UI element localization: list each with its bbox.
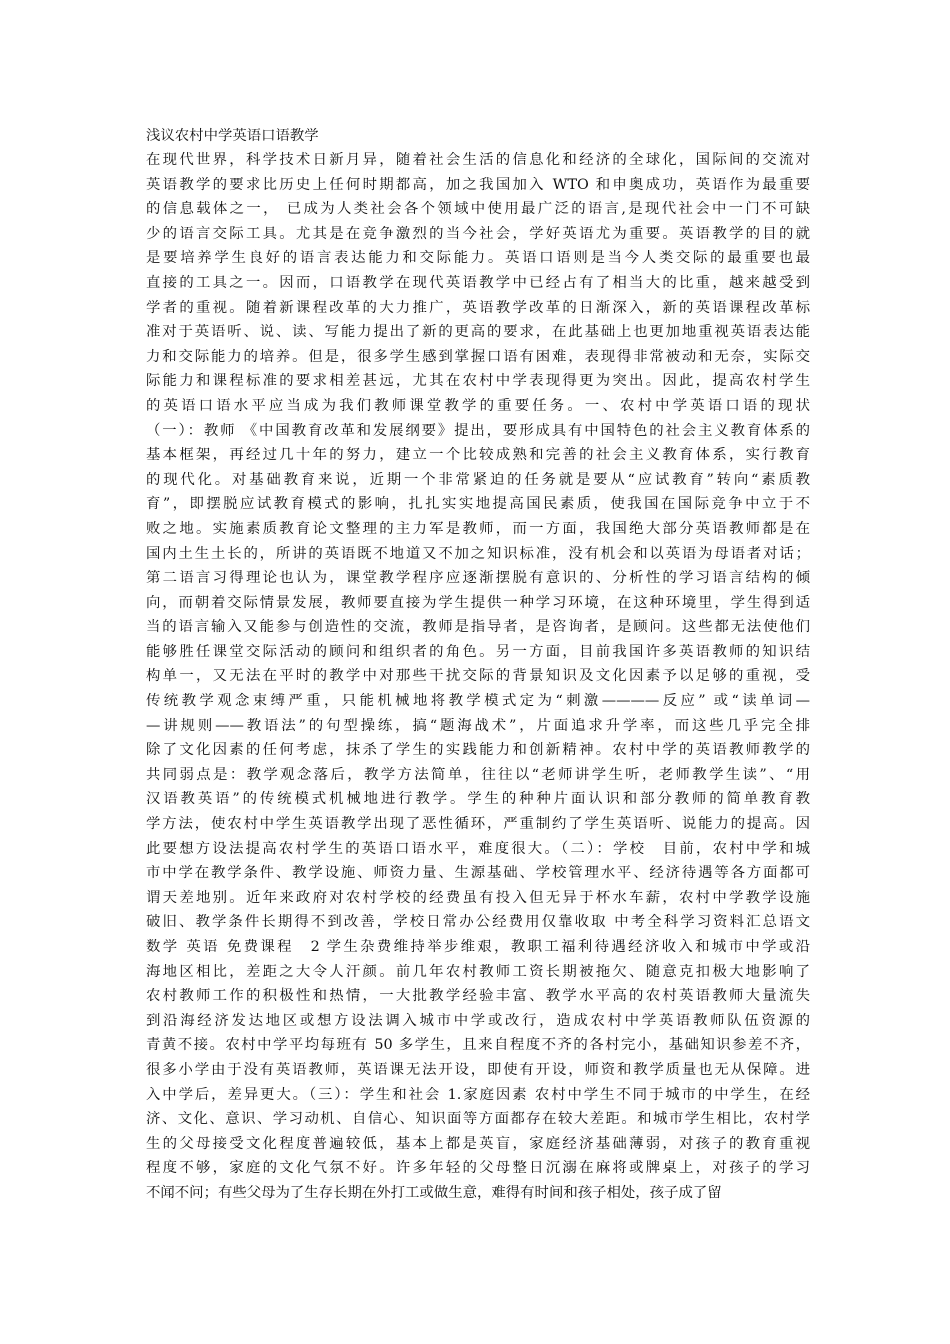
document-title: 浅议农村中学英语口语教学 <box>146 128 319 144</box>
body-text-line: —讲规则——教语法”的句型操练，搞“题海战术”，片面追求升学率，而这些几乎完全排 <box>146 717 810 734</box>
body-text-line: 国内土生土长的，所讲的英语既不地道又不加之知识标准，没有机会和以英语为母语者对话； <box>146 545 810 562</box>
body-text-line: 能够胜任课堂交际活动的顾问和组织者的角色。另一方面，目前我国许多英语教师的知识结 <box>146 643 810 660</box>
body-text-line: 到沿海经济发达地区或想方设法调入城市中学或改行，造成农村中学英语教师队伍资源的 <box>146 1012 810 1029</box>
body-text-line: 生的父母接受文化程度普遍较低，基本上都是英盲，家庭经济基础薄弱，对孩子的教育重视 <box>146 1135 810 1152</box>
body-text-line: 程度不够，家庭的文化气氛不好。许多年轻的父母整日沉溺在麻将或牌桌上，对孩子的学习 <box>146 1160 810 1177</box>
body-text-line: 破旧、教学条件长期得不到改善，学校日常办公经费用仅靠收取 中考全科学习资料汇总语文 <box>146 914 810 931</box>
body-text-line: 传统教学观念束缚严重，只能机械地将教学模式定为“刺激————反应” 或“读单词— <box>146 693 810 710</box>
body-text-line: 共同弱点是：教学观念落后，教学方法简单，往往以“老师讲学生听，老师教学生读”、“用 <box>146 766 810 783</box>
body-text-line: （一）：教师 《中国教育改革和发展纲要》提出，要形成具有中国特色的社会主义教育体系的 <box>146 422 810 439</box>
document-body <box>146 148 810 1206</box>
body-text-line: 的英语口语水平应当成为我们教师课堂教学的重要任务。一、农村中学英语口语的现状 <box>146 397 810 414</box>
body-text-line: 英语教学的要求比历史上任何时期都高，加之我国加入 WTO 和申奥成功，英语作为最重要 <box>146 176 810 193</box>
body-text-line: 准对于英语听、说、读、写能力提出了新的更高的要求，在此基础上也更加地重视英语表达能 <box>146 324 810 341</box>
body-text-line: 直接的工具之一。因而，口语教学在现代英语教学中已经占有了相当大的比重，越来越受到 <box>146 274 810 291</box>
body-text-line: 汉语教英语”的传统模式机械地进行教学。学生的种种片面认识和部分教师的简单教育教 <box>146 791 810 808</box>
body-text-line: 市中学在教学条件、教学设施、师资力量、生源基础、学校管理水平、经济待遇等各方面都可 <box>146 865 810 882</box>
body-text-line: 是要培养学生良好的语言表达能力和交际能力。英语口语则是当今人类交际的最重要也最 <box>146 250 810 267</box>
body-text-line: 济、文化、意识、学习动机、自信心、知识面等方面都存在较大差距。和城市学生相比，农村学 <box>146 1111 810 1128</box>
body-text-line: 数学 英语 免费课程 2 学生杂费维持举步维艰，教职工福利待遇经济收入和城市中学或沿 <box>146 939 810 955</box>
body-text-line: 谓天差地别。近年来政府对农村学校的经费虽有投入但无异于杯水车薪，农村中学教学设施 <box>146 889 810 906</box>
body-text-line: 海地区相比，差距之大令人汗颜。前几年农村教师工资长期被拖欠、随意克扣极大地影响了 <box>146 963 810 980</box>
body-text-line: 际能力和课程标准的要求相差甚远，尤其在农村中学表现得更为突出。因此，提高农村学生 <box>146 373 810 390</box>
body-text-line: 不闻不问；有些父母为了生存长期在外打工或做生意，难得有时间和孩子相处，孩子成了留 <box>146 1184 722 1201</box>
body-text-line: 第二语言习得理论也认为，课堂教学程序应逐渐摆脱有意识的、分析性的学习语言结构的倾 <box>146 570 810 587</box>
body-text-line: 基本框架，再经过几十年的努力，建立一个比较成熟和完善的社会主义教育体系，实行教育 <box>146 447 810 464</box>
body-text-line: 农村教师工作的积极性和热情，一大批教学经验丰富、教学水平高的农村英语教师大量流失 <box>146 988 810 1005</box>
body-text-line: 当的语言输入又能参与创造性的交流，教师是指导者，是咨询者，是顾问。这些都无法使他们 <box>146 619 810 636</box>
body-text-line: 败之地。实施素质教育论文整理的主力军是教师，而一方面，我国绝大部分英语教师都是在 <box>146 520 810 537</box>
body-text-line: 的信息载体之一， 已成为人类社会各个领域中使用最广泛的语言,是现代社会中一门不可缺 <box>146 201 810 218</box>
body-text-line: 入中学后，差异更大。（三）：学生和社会 1.家庭因素 农村中学生不同于城市的中学生，在经 <box>146 1086 810 1103</box>
body-text-line: 学方法，使农村中学生英语教学出现了恶性循环，严重制约了学生英语听、说能力的提高。因 <box>146 816 810 833</box>
body-text-line: 育”，即摆脱应试教育模式的影响，扎扎实实地提高国民素质，使我国在国际竞争中立于不 <box>146 496 810 513</box>
body-text-line: 除了文化因素的任何考虑，抹杀了学生的实践能力和创新精神。农村中学的英语教师教学的 <box>146 742 810 759</box>
body-text-line: 在现代世界，科学技术日新月异，随着社会生活的信息化和经济的全球化，国际间的交流对 <box>146 152 810 168</box>
document-page <box>146 124 810 1206</box>
body-text-line: 向，而朝着交际情景发展，教师要直接为学生提供一种学习环境，在这种环境里，学生得到适 <box>146 594 810 611</box>
body-text-line: 力和交际能力的培养。但是，很多学生感到掌握口语有困难，表现得非常被动和无奈，实际交 <box>146 348 810 365</box>
body-text-line: 的现代化。对基础教育来说，近期一个非常紧迫的任务就是要从“应试教育”转向“素质教 <box>146 471 810 488</box>
body-text-line: 学者的重视。随着新课程改革的大力推广，英语教学改革的日渐深入，新的英语课程改革标 <box>146 299 810 316</box>
body-text-line: 构单一，又无法在平时的教学中对那些干扰交际的背景知识及文化因素予以足够的重视，受 <box>146 668 810 685</box>
body-text-line: 少的语言交际工具。尤其是在竞争激烈的当今社会，学好英语尤为重要。英语教学的目的就 <box>146 225 810 242</box>
body-text-line: 很多小学由于没有英语教师，英语课无法开设，即使有开设，师资和教学质量也无从保障。进 <box>146 1061 810 1078</box>
body-text-line: 此要想方设法提高农村学生的英语口语水平，难度很大。（二）：学校 目前，农村中学和城 <box>146 840 810 857</box>
body-text-line: 青黄不接。农村中学平均每班有 50 多学生，且来自程度不齐的各村完小，基础知识参差不齐， <box>146 1037 810 1054</box>
